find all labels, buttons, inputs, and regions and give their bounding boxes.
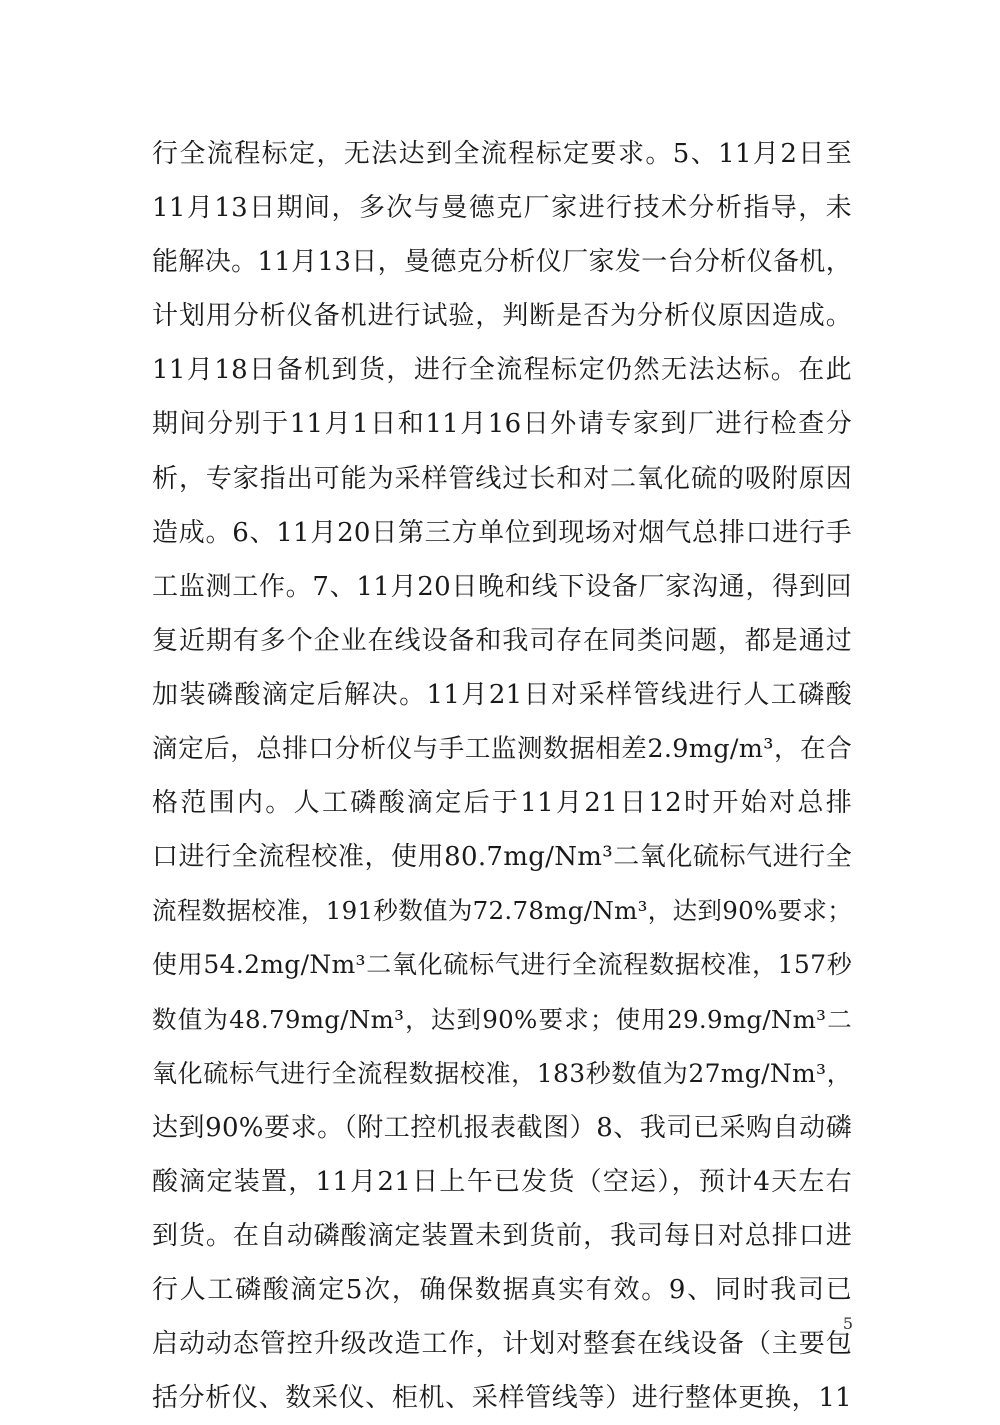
text-line: 工监测工作。7、11月20日晚和线下设备厂家沟通，得到回 (152, 571, 852, 602)
text-line: 氧化硫标气进行全流程数据校准，183秒数值为27mg/Nm³， (152, 1058, 852, 1088)
text-line: 使用54.2mg/Nm³二氧化硫标气进行全流程数据校准，157秒 (152, 950, 852, 980)
text-line: 流程数据校准，191秒数值为72.78mg/Nm³，达到90%要求； (152, 896, 852, 926)
text-line: 析，专家指出可能为采样管线过长和对二氧化硫的吸附原因 (152, 463, 852, 494)
text-line: 行全流程标定，无法达到全流程标定要求。5、11月2日至 (152, 139, 852, 169)
text-line: 造成。6、11月20日第三方单位到现场对烟气总排口进行手 (152, 517, 852, 548)
text-line: 期间分别于11月1日和11月16日外请专家到厂进行检查分 (152, 409, 852, 440)
text-line: 加装磷酸滴定后解决。11月21日对采样管线进行人工磷酸 (152, 679, 852, 710)
text-line: 口进行全流程校准，使用80.7mg/Nm³二氧化硫标气进行全 (152, 842, 852, 873)
body-text (152, 127, 852, 1425)
text-line: 到货。在自动磷酸滴定装置未到货前，我司每日对总排口进 (152, 1220, 852, 1251)
text-line: 达到90%要求。（附工控机报表截图）8、我司已采购自动磷 (152, 1112, 852, 1143)
text-line: 11月18日备机到货，进行全流程标定仍然无法达标。在此 (152, 355, 852, 386)
text-line: 复近期有多个企业在线设备和我司存在同类问题，都是通过 (152, 625, 852, 656)
text-line: 启动动态管控升级改造工作，计划对整套在线设备（主要包 (152, 1329, 852, 1360)
page-number: 5 (842, 1314, 854, 1333)
text-line: 数值为48.79mg/Nm³，达到90%要求；使用29.9mg/Nm³二 (152, 1004, 852, 1034)
text-line: 行人工磷酸滴定5次，确保数据真实有效。9、同时我司已 (152, 1274, 852, 1305)
text-line: 格范围内。人工磷酸滴定后于11月21日12时开始对总排 (152, 788, 852, 819)
text-line: 能解决。11月13日，曼德克分析仪厂家发一台分析仪备机， (152, 247, 852, 278)
text-line: 滴定后，总排口分析仪与手工监测数据相差2.9mg/m³，在合 (152, 734, 852, 765)
text-line: 括分析仪、数采仪、柜机、采样管线等）进行整体更换，11 (152, 1383, 852, 1414)
text-line: 计划用分析仪备机进行试验，判断是否为分析仪原因造成。 (152, 301, 852, 332)
text-line: 酸滴定装置，11月21日上午已发货（空运），预计4天左右 (152, 1166, 852, 1197)
text-line: 11月13日期间，多次与曼德克厂家进行技术分析指导，未 (152, 193, 852, 224)
